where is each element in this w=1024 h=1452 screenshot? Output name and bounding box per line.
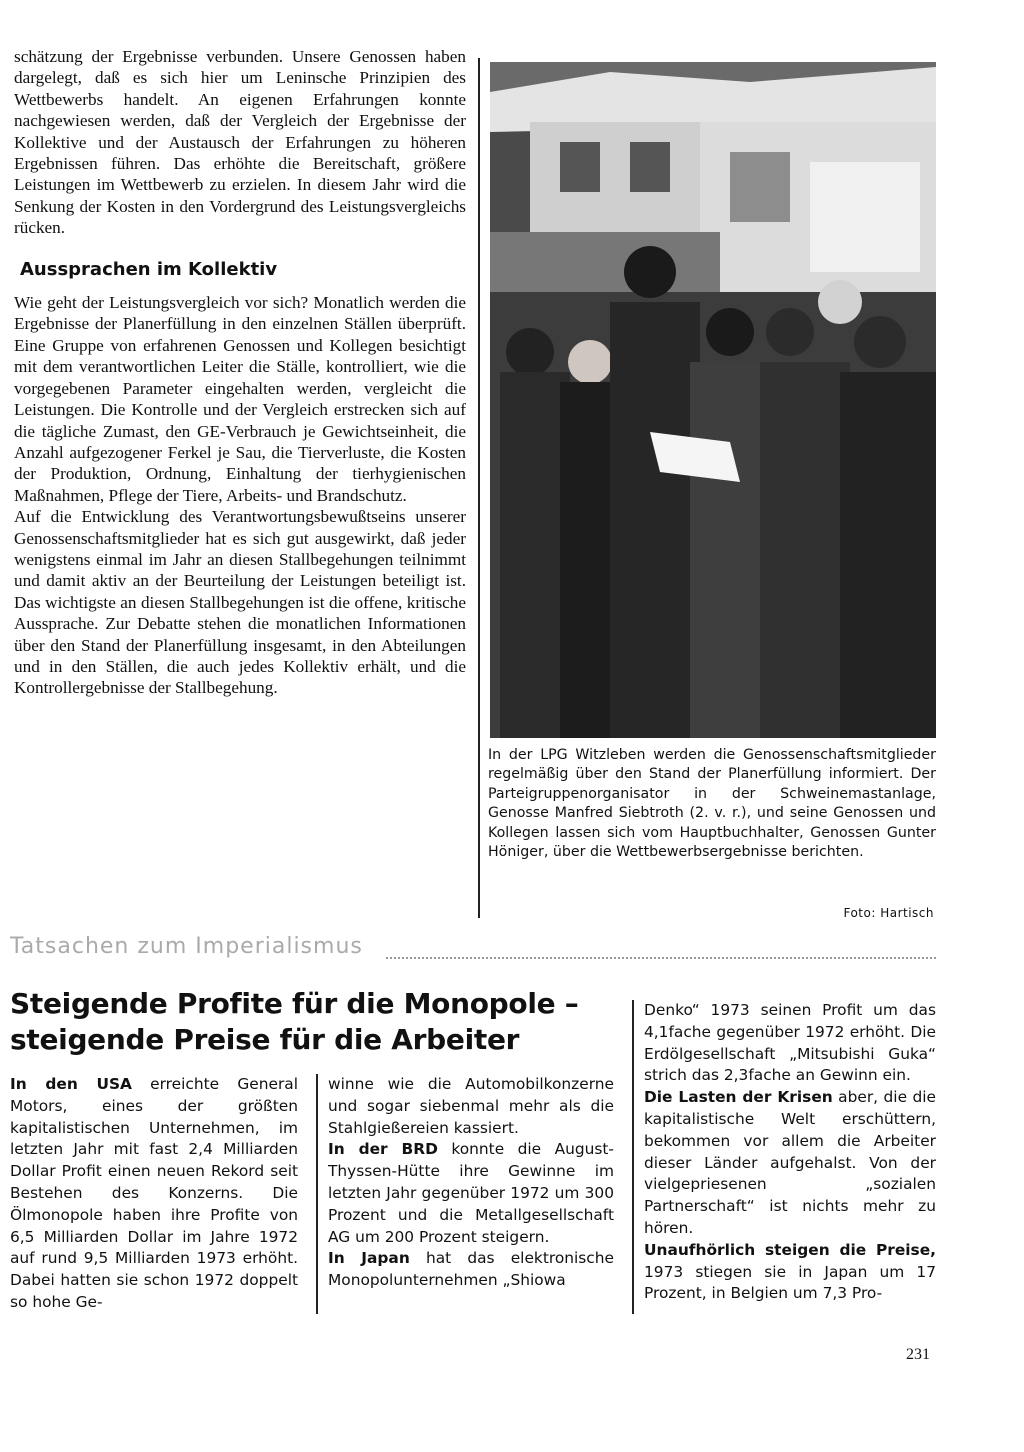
column-rule	[632, 1000, 634, 1314]
lead-phrase: In den USA	[10, 1075, 132, 1093]
lead-phrase: Die Lasten der Krisen	[644, 1088, 833, 1107]
article-column-1	[10, 1074, 298, 1314]
paragraph-text: Denko“ 1973 seinen Profit um das 4,1fache gegenüber 1972 erhöht. Die Erdölgesellschaft „Mitsubishi Guka“ strich das 2,3fache an Gewinn ein.	[644, 1001, 936, 1085]
article-paragraph	[644, 1087, 936, 1240]
article-paragraph	[644, 1000, 936, 1087]
photo-credit: Foto: Hartisch	[843, 906, 934, 920]
article-paragraph	[328, 1248, 614, 1292]
left-column	[14, 46, 466, 699]
article-paragraph	[10, 1074, 298, 1314]
subheading: Aussprachen im Kollektiv	[20, 258, 278, 280]
column-rule	[478, 58, 480, 918]
body-paragraph: Auf die Entwicklung des Verantwortungsbewußtseins unserer Genossenschaftsmitglieder hat es sich gut ausgewirkt, daß jeder wenigstens einmal im Jahr an diesen Stallbegehungen teilnimmt und damit aktiv an der Beurteilung der Leistungen beteiligt ist. Das wichtigste an diesen Stallbegehungen ist die offene, kritische Aussprache. Zur Debatte stehen die monatlichen Informationen über den Stand der Planerfüllung insgesamt, in den Abteilungen und in den Ställen, die auch jedes Kollektiv erhält, und die Kontrollergebnisse der Stallbegehung.	[14, 507, 466, 698]
lead-phrase: In der BRD	[328, 1140, 438, 1159]
article-paragraph	[328, 1139, 614, 1248]
body-paragraph: schätzung der Ergebnisse verbunden. Unsere Genossen haben dargelegt, daß es sich hier um Leninsche Prinzipien des Wettbewerbs handelt. An eigenen Erfahrungen konnte nachgewiesen werden, daß der Vergleich der Ergebnisse der Kollektive und der Austausch der Erfahrungen zu höheren Ergebnissen führen. Das erhöhte die Bereitschaft, größere Leistungen im Wettbewerb zu erzielen. In diesem Jahr wird die Senkung der Kosten in den Vordergrund des Leistungsvergleichs rücken.	[14, 47, 466, 238]
photo-illustration	[490, 62, 936, 738]
paragraph-text: hat das elektronische Monopolunternehmen „Shiowa	[328, 1249, 614, 1290]
body-paragraph: Wie geht der Leistungsvergleich vor sich? Monatlich werden die Ergebnisse der Planerfüllung in den einzelnen Ställen überprüft. Eine Gruppe von erfahrenen Genossen und Kollegen besichtigt mit dem verantwortlichen Leiter die Ställe, kontrolliert, wie die vorgegebenen Parameter eingehalten werden, vergleicht die Leistungen. Die Kontrolle und der Vergleich erstrecken sich auf die tägliche Zumast, den GE-Verbrauch je Gewichtseinheit, die Anzahl aufgezogener Ferkel je Sau, die Tierverluste, die Kosten der Produktion, Ordnung, Einhaltung der tierhygienischen Maßnahmen, Pflege der Tiere, Arbeits- und Brandschutz.	[14, 293, 466, 505]
caption-text: In der LPG Witzleben werden die Genossenschaftsmitglieder regelmäßig über den Stand der Planerfüllung informiert. Der Parteigruppenorganisator in der Schweinemastanlage, Genosse Manfred Siebtroth (2. v. r.), und seine Genossen und Kollegen lassen sich vom Hauptbuchhalter, Genossen Gunter Höniger, über die Wettbewerbsergebnisse berichten.	[488, 747, 936, 861]
column-rule	[316, 1074, 318, 1314]
headline-line: steigende Preise für die Arbeiter	[10, 1023, 520, 1056]
photo-caption	[488, 746, 936, 862]
photo	[490, 62, 936, 738]
page-number: 231	[906, 1346, 930, 1363]
paragraph-text: winne wie die Automobilkonzerne und sogar siebenmal mehr als die Stahlgießereien kassiert.	[328, 1075, 614, 1137]
article-column-2	[328, 1074, 614, 1292]
article-paragraph	[644, 1240, 936, 1305]
paragraph-text: erreichte General Motors, eines der größten kapitalistischen Unternehmen, im letzten Jahr mit fast 2,4 Milliarden Dollar Profit einen neuen Rekord seit Bestehen des Konzerns. Die Ölmonopole haben ihre Profite von 6,5 Milliarden Dollar im Jahre 1972 auf rund 9,5 Milliarden 1973 erhöht. Dabei hatten sie schon 1972 doppelt so hohe Ge-	[10, 1075, 298, 1311]
paragraph-text: aber, die die kapitalistische Welt erschüttern, bekommen vor allem die Arbeiter dieser Länder aufgehalst. Von der vielgepriesenen „sozialen Partnerschaft“ ist nichts mehr zu hören.	[644, 1088, 936, 1237]
article-headline	[10, 986, 610, 1058]
lead-phrase: Unaufhörlich steigen die Preise,	[644, 1240, 936, 1259]
headline-line: Steigende Profite für die Monopole –	[10, 987, 579, 1020]
paragraph-text: 1973 stiegen sie in Japan um 17 Prozent, in Belgien um 7,3 Pro-	[644, 1262, 936, 1303]
article-column-3	[644, 1000, 936, 1305]
paragraph-text: konnte die August-Thyssen-Hütte ihre Gewinne im letzten Jahr gegenüber 1972 um 300 Prozent und die Metallgesellschaft AG um 200 Prozent steigern.	[328, 1140, 614, 1246]
article-paragraph	[328, 1074, 614, 1139]
lead-phrase: In Japan	[328, 1249, 410, 1268]
rubric-label: Tatsachen zum Imperialismus	[10, 934, 363, 959]
rubric-rule	[386, 957, 936, 959]
